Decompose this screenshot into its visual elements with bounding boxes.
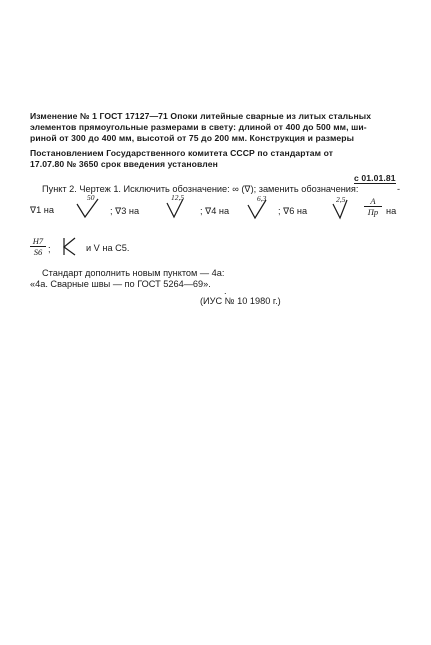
effective-date: с 01.01.81 xyxy=(354,173,396,183)
roughness-2-5-value: 2,5 xyxy=(336,195,346,204)
trailing-dash: - xyxy=(397,184,401,194)
addition-line-2: «4а. Сварные швы — по ГОСТ 5264—69». xyxy=(30,279,211,289)
amendment-title-line-3: риной от 300 до 400 мм, высотой от 75 до 200 мм. Конструкция и размеры xyxy=(30,133,355,143)
roughness-6-3-value: 6,3 xyxy=(257,194,267,203)
fit-h7: H7 xyxy=(30,236,46,247)
roughness-50-value: 50 xyxy=(87,193,95,202)
fit-tail: и V на C5. xyxy=(86,243,130,253)
roughness-check-icon xyxy=(76,199,100,219)
roughness-1-label: ∇1 на xyxy=(30,205,54,215)
source-reference: (ИУС № 10 1980 г.) xyxy=(200,296,281,306)
roughness-check-icon xyxy=(332,200,350,220)
roughness-4-label: ; ∇4 на xyxy=(200,206,230,216)
roughness-3-label: ; ∇3 на xyxy=(110,206,140,216)
roughness-12-5-value: 12,5 xyxy=(171,193,185,202)
fit-semicolon: ; xyxy=(48,244,51,254)
resolution-line-2: 17.07.80 № 3650 срок введения установлен xyxy=(30,159,218,169)
fit-h7-s6 xyxy=(30,236,46,257)
roughness-check-icon xyxy=(166,199,186,219)
fraction-replacement-label: на xyxy=(386,206,397,216)
fit-s6: S6 xyxy=(33,247,43,257)
roughness-check-icon xyxy=(247,200,269,220)
stray-mark: . xyxy=(224,286,227,296)
welding-symbol-icon xyxy=(62,238,78,256)
addition-line-1: Стандарт дополнить новым пунктом — 4а: xyxy=(42,268,225,278)
fraction-denominator: Пр xyxy=(367,207,379,217)
fraction-a-over-pr xyxy=(364,196,382,217)
fraction-numerator: A xyxy=(364,196,382,207)
roughness-6-label: ; ∇6 на xyxy=(278,206,308,216)
amendment-title-line-1: Изменение № 1 ГОСТ 17127—71 Опоки литейные сварные из литых стальных xyxy=(30,111,372,121)
amendment-title-line-2: элементов прямоугольные размерами в свету: длиной от 400 до 500 мм, ши- xyxy=(30,122,367,132)
item-2-intro: Пункт 2. Чертеж 1. Исключить обозначение: ∞ (∇); заменить обозначения: xyxy=(42,184,359,194)
resolution-line-1: Постановлением Государственного комитета СССР по стандартам от xyxy=(30,148,334,158)
